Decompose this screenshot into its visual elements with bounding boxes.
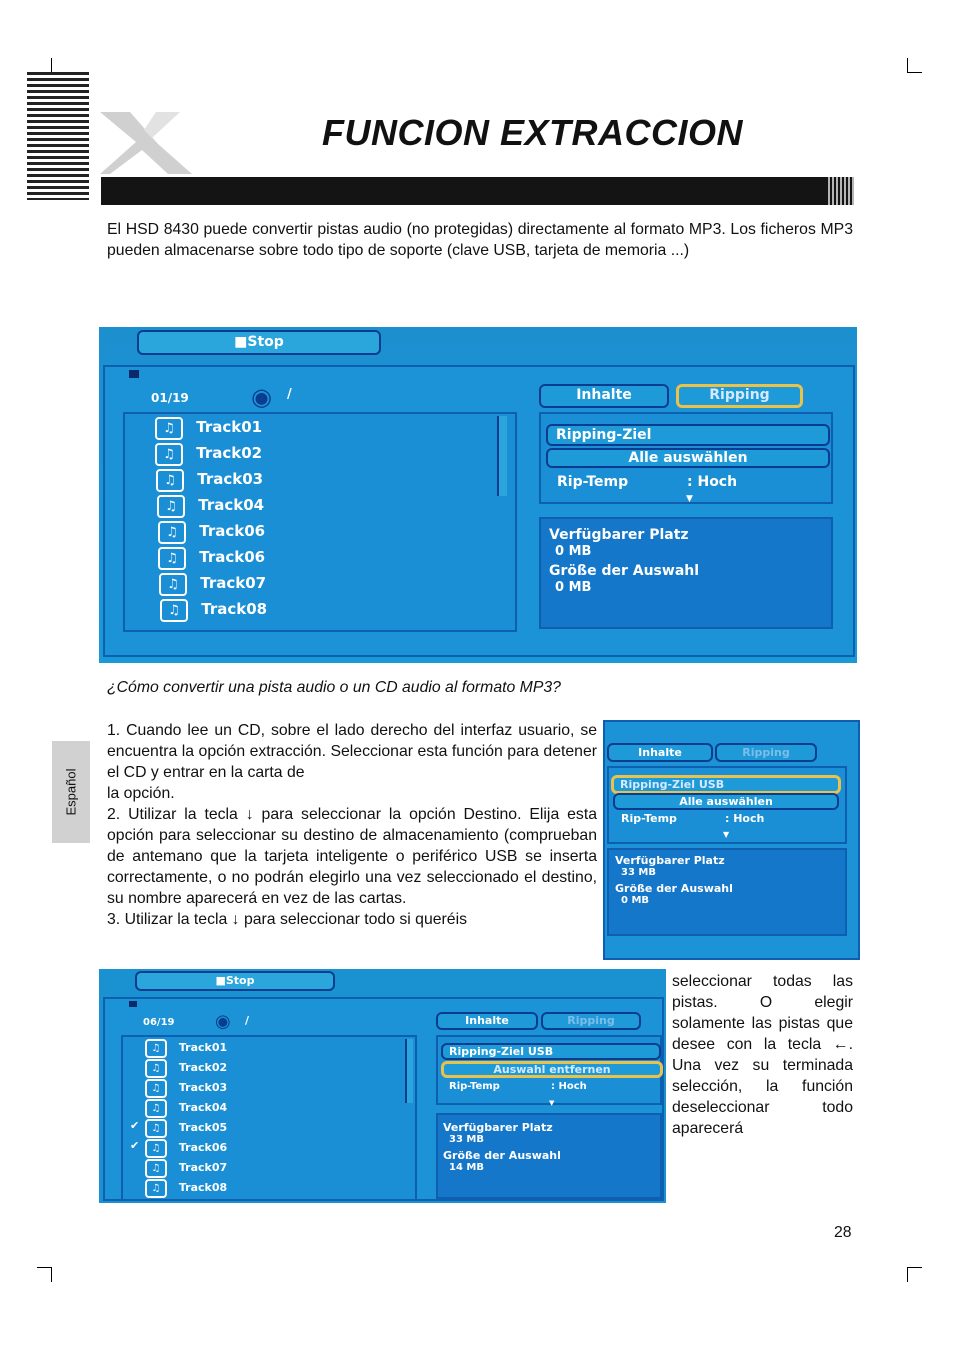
track-name: Track06: [178, 1141, 228, 1154]
screenshot-track-selection: [99, 969, 666, 1203]
music-note-icon: ♫: [145, 1079, 167, 1098]
logo-stripes: [27, 72, 89, 200]
question-text: ¿Cómo convertir una pista audio o un CD audio al formato MP3?: [107, 679, 561, 696]
step-1-continued: la opción.: [107, 785, 175, 802]
music-note-icon: ♫: [160, 599, 188, 622]
list-item[interactable]: [145, 1039, 227, 1058]
track-name: Track05: [178, 1121, 228, 1134]
crop-mark: [37, 58, 52, 73]
track-name: Track08: [178, 1181, 228, 1194]
list-item[interactable]: [145, 1079, 227, 1098]
list-item[interactable]: [145, 1099, 227, 1118]
list-item[interactable]: [158, 521, 265, 544]
small-square-icon: [129, 1001, 137, 1007]
path-label: /: [287, 387, 292, 402]
list-item[interactable]: [160, 599, 267, 622]
track-name: Track06: [199, 522, 266, 540]
track-name: Track02: [196, 444, 263, 462]
music-note-icon: ♫: [145, 1179, 167, 1198]
brand-x-logo: [96, 108, 198, 176]
tab-ripping[interactable]: [715, 743, 817, 762]
step-1: 1. Cuando lee un CD, sobre el lado derecho del interfaz usuario, se encuentra la opción extracción. Seleccionar esta función para detener el CD y entrar en la carta de: [107, 722, 597, 781]
list-item[interactable]: [159, 573, 266, 596]
free-space-value: 0 MB: [555, 544, 592, 559]
remove-selection-option[interactable]: [441, 1061, 663, 1078]
stop-button: [137, 330, 381, 355]
music-note-icon: ♫: [159, 573, 187, 596]
free-space-value: 33 MB: [449, 1134, 484, 1145]
track-name: Track01: [178, 1041, 228, 1054]
page-title: FUNCION EXTRACCION: [322, 112, 743, 153]
ripping-target-option[interactable]: [611, 775, 841, 794]
selection-size-label: Größe der Auswahl: [615, 882, 733, 895]
tab-ripping-label: Ripping: [709, 387, 770, 403]
title-bar: [101, 177, 854, 205]
scrollbar[interactable]: [497, 416, 507, 496]
ripping-target-label: Ripping-Ziel USB: [620, 778, 725, 791]
ripping-target-option[interactable]: [546, 424, 830, 446]
free-space-label: Verfügbarer Platz: [443, 1121, 553, 1134]
list-item[interactable]: [145, 1059, 227, 1078]
down-arrow-icon: ▼: [723, 830, 730, 839]
tab-ripping-label: Ripping: [567, 1014, 615, 1027]
page-number: 28: [834, 1224, 852, 1241]
continuation-text: [672, 971, 853, 1139]
checkmark-icon: ✔: [130, 1119, 140, 1132]
music-note-icon: ♫: [158, 547, 186, 570]
list-item[interactable]: [145, 1159, 227, 1178]
track-name: Track08: [201, 600, 268, 618]
selection-size-value: 0 MB: [555, 580, 592, 595]
track-name: Track04: [198, 496, 265, 514]
tab-inhalte-label: Inhalte: [465, 1014, 509, 1027]
stop-label: ■Stop: [215, 974, 255, 987]
list-item[interactable]: [157, 495, 264, 518]
down-arrow-icon: ▼: [686, 494, 693, 504]
free-space-label: Verfügbarer Platz: [549, 527, 689, 543]
music-note-icon: ♫: [145, 1139, 167, 1158]
music-note-icon: ♫: [145, 1119, 167, 1138]
list-item[interactable]: [145, 1119, 227, 1138]
list-item[interactable]: [155, 417, 262, 440]
free-space-value: 33 MB: [621, 867, 656, 878]
tab-inhalte-label: Inhalte: [576, 387, 632, 403]
music-note-icon: ♫: [145, 1039, 167, 1058]
track-counter: 01/19: [151, 391, 189, 405]
selection-size-value: 14 MB: [449, 1162, 484, 1173]
track-name: Track04: [178, 1101, 228, 1114]
select-all-option[interactable]: [546, 448, 830, 468]
list-item[interactable]: [155, 443, 262, 466]
track-name: Track06: [199, 548, 266, 566]
step-2: 2. Utilizar la tecla ↓ para seleccionar la opción Destino. Elija esta opción para seleccionar su destino de almacenamiento (comprueban de antemano que la tarjeta inteligente o periférico USB se inserta correctamente, o no podrán elegirlo una vez seleccionado el destino, su nombre aparecerá en vez de las cartas.: [107, 806, 597, 907]
crop-mark: [907, 1267, 922, 1282]
remove-selection-label: Auswahl entfernen: [493, 1063, 611, 1076]
music-note-icon: ♫: [155, 417, 183, 440]
list-item[interactable]: [145, 1139, 227, 1158]
down-arrow-icon: ▼: [549, 1099, 555, 1107]
continuation-paragraph: seleccionar todas las pistas. O elegir solamente las pistas que desee con la tecla ←. Una vez su terminada selección, la función deseleccionar todo aparecerá: [672, 973, 853, 1137]
rip-temp-value: : Hoch: [687, 474, 738, 490]
select-all-option[interactable]: [613, 793, 839, 810]
music-note-icon: ♫: [145, 1159, 167, 1178]
music-note-icon: ♫: [145, 1099, 167, 1118]
stop-label: ■Stop: [234, 334, 284, 350]
screenshot-ripping-target: [603, 720, 860, 960]
music-note-icon: ♫: [145, 1059, 167, 1078]
free-space-label: Verfügbarer Platz: [615, 854, 725, 867]
ripping-target-option[interactable]: [441, 1043, 661, 1060]
rip-temp-label: Rip-Temp: [557, 474, 629, 490]
disc-icon: ◉: [251, 383, 272, 411]
selection-size-value: 0 MB: [621, 895, 650, 906]
select-all-label: Alle auswählen: [679, 795, 773, 808]
music-note-icon: ♫: [155, 443, 183, 466]
disc-icon: ◉: [215, 1011, 231, 1032]
tab-inhalte[interactable]: [607, 743, 713, 762]
selection-size-label: Größe der Auswahl: [443, 1149, 561, 1162]
tab-inhalte[interactable]: [539, 384, 669, 408]
music-note-icon: ♫: [157, 495, 185, 518]
tab-inhalte[interactable]: [436, 1012, 538, 1030]
list-item[interactable]: [156, 469, 263, 492]
path-label: /: [245, 1014, 250, 1027]
language-label: Español: [63, 768, 79, 816]
scrollbar[interactable]: [405, 1039, 413, 1103]
intro-paragraph: El HSD 8430 puede convertir pistas audio (no protegidas) directamente al formato MP3. Los ficheros MP3 pueden almacenarse sobre todo tipo de soporte (clave USB, tarjeta de memoria ...): [107, 221, 853, 259]
selection-size-label: Größe der Auswahl: [549, 563, 700, 579]
stop-button: [135, 971, 335, 991]
rip-temp-value: : Hoch: [551, 1081, 587, 1092]
track-name: Track07: [178, 1161, 228, 1174]
track-counter: 06/19: [143, 1017, 175, 1028]
title-bar-dots: [826, 177, 854, 205]
track-name: Track02: [178, 1061, 228, 1074]
tab-ripping-label: Ripping: [742, 746, 790, 759]
crop-mark: [37, 1267, 52, 1282]
tab-inhalte-label: Inhalte: [638, 746, 682, 759]
track-name: Track03: [178, 1081, 228, 1094]
language-tab: [52, 741, 90, 843]
rip-temp-value: : Hoch: [725, 812, 765, 825]
ripping-target-label: Ripping-Ziel: [556, 427, 652, 443]
crop-mark: [907, 58, 922, 73]
tab-ripping[interactable]: [541, 1012, 641, 1030]
rip-temp-label: Rip-Temp: [449, 1081, 500, 1092]
list-item[interactable]: [145, 1179, 227, 1198]
track-name: Track01: [196, 418, 263, 436]
tab-ripping[interactable]: [676, 384, 803, 408]
music-note-icon: ♫: [156, 469, 184, 492]
screenshot-ripping-menu: [99, 327, 857, 663]
music-note-icon: ♫: [158, 521, 186, 544]
list-item[interactable]: [158, 547, 265, 570]
ripping-target-label: Ripping-Ziel USB: [449, 1045, 554, 1058]
track-name: Track07: [200, 574, 267, 592]
steps-text: [107, 720, 597, 930]
track-name: Track03: [197, 470, 264, 488]
step-3: 3. Utilizar la tecla ↓ para seleccionar todo si queréis: [107, 911, 467, 928]
checkmark-icon: ✔: [130, 1139, 140, 1152]
rip-temp-label: Rip-Temp: [621, 812, 677, 825]
small-square-icon: [129, 370, 139, 378]
select-all-label: Alle auswählen: [628, 450, 748, 466]
